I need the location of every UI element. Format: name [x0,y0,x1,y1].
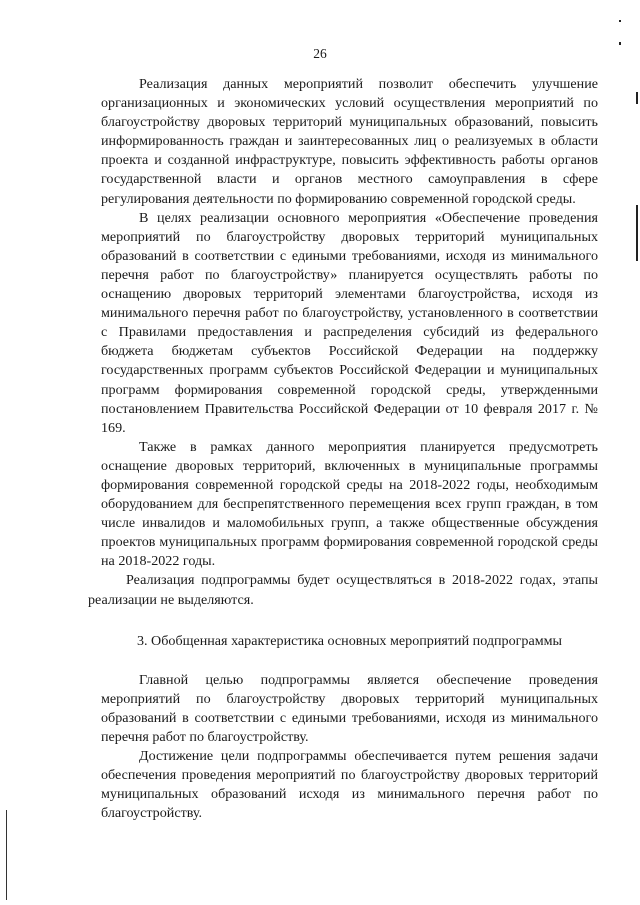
section-heading: 3. Обобщенная характеристика основных мероприятий подпрограммы [136,632,563,649]
paragraph-equipment: Также в рамках данного мероприятия планируется предусмотреть оснащение дворовых территорий, включенных в муниципальные программы формирования современной городской среды на 2018-2022 годы, необходимым оборудованием для беспрепятственного перемещения всех групп граждан, в том числе инвалидов и маломобильных групп, а также общественные обсуждения проектов муниципальных программ формирования современной городской среды на 2018-2022 годы. [101,438,598,570]
scan-edge-line [6,810,7,900]
document-body [88,75,598,823]
scan-mark [619,42,621,45]
paragraph-results: Реализация данных мероприятий позволит обеспечить улучшение организационных и экономических условий осуществления мероприятий по благоустройству дворовых территорий муниципальных образований, повысить информированность граждан и заинтересованных лиц о реализуемых в области проекта и созданной инфраструктуре, повысить эффективность работы органов государственной власти и органов местного самоуправления в сфере регулирования деятельности по формированию современной городской среды. [101,76,598,207]
scan-mark [636,205,638,261]
scan-mark [636,92,638,104]
paragraph-main-activity: В целях реализации основного мероприятия «Обеспечение проведения мероприятий по благоустройству дворовых территорий муниципальных образований в соответствии с едиными требованиями, исходя из минимального перечня работ по благоустройству» планируется осуществлять работы по оснащению дворовых территорий элементами благоустройства, исходя из минимального перечня работ по благоустройству, установленного в соответствии с Правилами предоставления и распределения субсидий из федерального бюджета бюджетам субъектов Российской Федерации на поддержку государственных программ субъектов Российской Федерации и муниципальных программ формирования современной городской среды, утвержденными постановлением Правительства Российской Федерации от 10 февраля 2017 г. № 169. [101,209,598,436]
scan-mark [619,20,621,22]
page-number: 26 [313,46,327,61]
paragraph-achievement: Достижение цели подпрограммы обеспечивается путем решения задачи обеспечения проведения мероприятий по благоустройству дворовых территорий муниципальных образований исходя из минимального перечня работ по благоустройству. [101,748,598,822]
paragraph-goal: Главной целью подпрограммы является обеспечение проведения мероприятий по благоустройству дворовых территорий муниципальных образований в соответствии с едиными требованиями, исходя из минимального перечня работ по благоустройству. [101,671,598,745]
section-body [101,671,598,824]
paragraph-timeline: Реализация подпрограммы будет осуществляться в 2018-2022 годах, этапы реализации не выделяются. [88,572,598,608]
